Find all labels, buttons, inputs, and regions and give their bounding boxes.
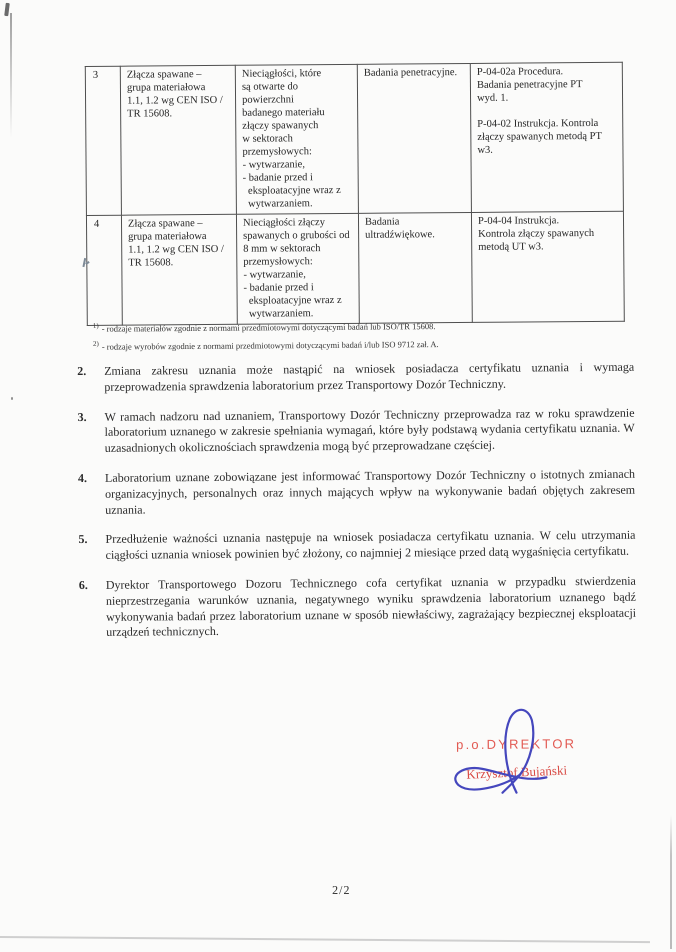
test-method-cell: Badania penetracyjne.: [357, 63, 471, 213]
paragraph-number: 5.: [78, 532, 88, 547]
footnote-marker: 1): [92, 321, 99, 330]
paragraph-item-6: [79, 574, 636, 642]
handwritten-signature-icon: [430, 704, 626, 806]
director-title-stamp: p.o.DYREKTOR: [456, 736, 577, 753]
paragraph-number: 3.: [77, 409, 87, 424]
paragraph-item-2: [77, 360, 634, 396]
paragraph-text: Laboratorium uznane zobowiązane jest informować Transportowy Dozór Techniczny o istotnych zmianach organizacyjnych, personalnych oraz innych mających wpływ na wykonywanie badań objętych zakresem uznania.: [104, 466, 636, 517]
signature-block: [430, 704, 626, 806]
paragraph-item-5: [78, 528, 635, 564]
paragraph-number: 2.: [77, 363, 87, 379]
test-method-cell: Badania ultradźwiękowe.: [358, 212, 472, 323]
paragraph-text: Przedłużenie ważności uznania następuje na wniosek posiadacza certyfikatu uznania. W celu utrzymania ciągłości uznania wniosek powinien być złożony, co najmniej 2 miesiące przed datą wygaśnięcia certyfikatu.: [105, 528, 636, 562]
footnotes: [93, 316, 439, 354]
paragraph-item-3: [77, 405, 634, 457]
paragraph-number: 6.: [78, 577, 88, 593]
characteristics-cell: Nieciągłości, które są otwarte do powierzchni badanego materiału złączy spawanych w sektorach przemysłowych: - wytwarzanie, - badanie przed i eksploatacyjne wraz z wytwarzaniem.: [235, 64, 358, 214]
row-number-cell: 3: [85, 66, 121, 215]
row-number-cell: 4: [86, 215, 122, 325]
page-number: 2/2: [332, 882, 351, 898]
paragraph-text: Zmiana zakresu uznania może nastąpić na wniosek posiadacza certyfikatu uznania i wymaga przeprowadzenia sprawdzenia laboratorium przez Transportowy Dozór Techniczny.: [104, 359, 635, 394]
object-cell: Złącza spawane – grupa materiałowa 1.1, 1.2 wg CEN ISO / TR 15608.: [120, 65, 236, 215]
conditions-list: [77, 360, 636, 656]
paragraph-text: W ramach nadzoru nad uznaniem, Transportowy Dozór Techniczny przeprowadza raz w roku sprawdzenie laboratorium uznanego w zakresie spełniania wymagań, które były podstawą wydania certyfikatu uznania. W uzasadnionych okolicznościach sprawdzenia mogą być przeprowadzane częściej.: [104, 405, 635, 456]
director-name-stamp: Krzysztof Bujański: [466, 762, 568, 782]
footnote-text: - rodzaje materiałów zgodnie z normami przedmiotowymi dotyczącymi badań lub ISO/TR 15608.: [101, 321, 436, 334]
characteristics-cell: Nieciągłości złączy spawanych o grubości od 8 mm w sektorach przemysłowych: - wytwarzanie, - badanie przed i eksploatacyjne wraz z wytwarzaniem.: [236, 213, 359, 324]
footnote-text: - rodzaje wyrobów zgodnie z normami przedmiotowymi dotyczącymi badań i/lub ISO 9712 zał. A.: [101, 338, 439, 352]
scan-artifact-pen-mark: [82, 258, 90, 267]
object-cell: Złącza spawane – grupa materiałowa 1.1, 1.2 wg CEN ISO / TR 15608.: [121, 214, 237, 325]
paragraph-number: 4.: [77, 470, 88, 486]
paragraph-text: Dyrektor Transportowego Dozoru Technicznego cofa certyfikat uznania w przypadku stwierdzenia nieprzestrzegania warunków uznania, negatywnego wyniku sprawdzenia laboratorium uznanego bądź wykonywania badań przez laboratorium uznane w sposób niewłaściwy, zagrażający bezpiecznej eksploatacji urządzeń technicznych.: [105, 573, 637, 640]
footnote-marker: 2): [92, 339, 99, 348]
procedures-cell: P-04-02a Procedura. Badania penetracyjne PT wyd. 1. P-04-02 Instrukcja. Kontrola złączy spawanych metodą PT w3.: [470, 62, 623, 212]
procedures-cell: P-04-04 Instrukcja. Kontrola złączy spawanych metodą UT w3.: [471, 211, 624, 322]
footnote-2: [93, 334, 439, 355]
table-row-3: [85, 62, 623, 215]
paragraph-item-4: [78, 467, 635, 519]
scope-table: [85, 62, 625, 326]
table-row-4: [86, 211, 624, 325]
